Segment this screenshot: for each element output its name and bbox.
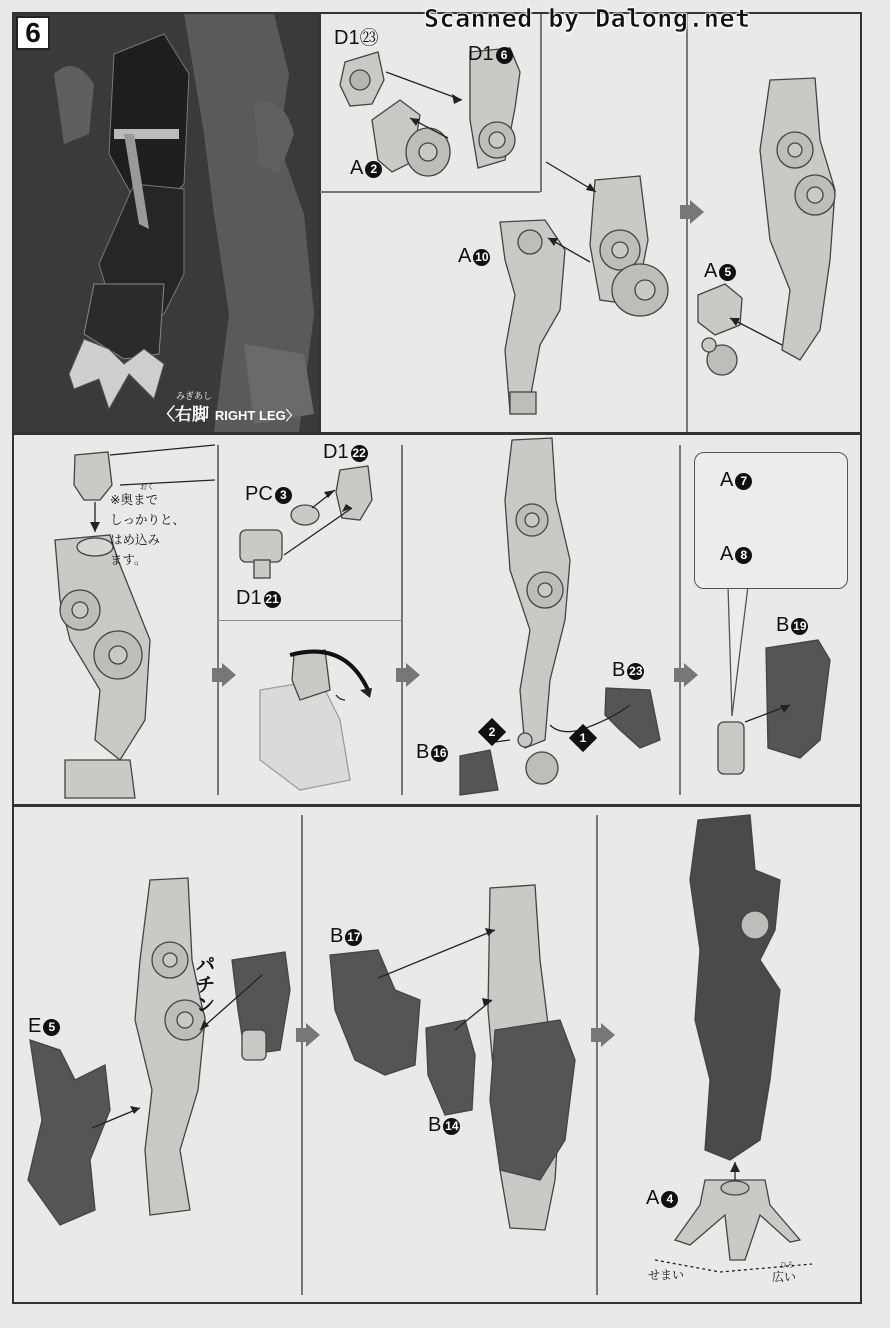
part-label-d1-21: D1 21 [236, 587, 279, 609]
part-label-a-4: A 4 [646, 1188, 678, 1208]
part-label-a-5: A 5 [704, 261, 736, 281]
stance-narrow: せまい [648, 1268, 685, 1282]
note-ruby: おく [140, 483, 154, 491]
stance-wide: 広い [772, 1270, 797, 1284]
flow-arrow-r1 [690, 200, 704, 224]
part-label-b-16: B 16 [416, 741, 447, 763]
part-label-b-23: B 23 [612, 659, 643, 681]
flow-arrow-r2a [222, 663, 236, 687]
order-marker-2: 2 [478, 718, 506, 746]
leg-label-jp: 〈右脚 [158, 405, 209, 425]
part-label-b-14: B 14 [428, 1114, 459, 1136]
part-label-a-2: A 2 [350, 158, 382, 178]
part-label-d1-22: D1 22 [323, 441, 366, 463]
flow-arrow-r3b [601, 1023, 615, 1047]
part-label-b-19: B 19 [776, 614, 807, 636]
flow-arrow-r2b [406, 663, 420, 687]
flow-arrow-r2c [684, 663, 698, 687]
part-label-a-10: A 10 [458, 245, 489, 267]
stance-wide-ruby: ひろ [780, 1261, 794, 1269]
leg-label-en: RIGHT LEG〉 [214, 408, 299, 423]
part-label-b-17: B 17 [330, 925, 361, 947]
watermark: Scanned by Dalong.net [424, 4, 751, 33]
part-label-pc-3: PC 3 [245, 484, 292, 504]
order-marker-1: 1 [569, 724, 597, 752]
part-label-e-5: E 5 [28, 1016, 60, 1036]
leg-label-ruby: みぎあし [176, 391, 213, 401]
flow-arrow-r3a [306, 1023, 320, 1047]
part-label-d1-23: D1㉓ [334, 27, 379, 49]
step-number: 6 [16, 16, 50, 50]
part-label-d1-6: D1 6 [468, 44, 513, 64]
part-label-a-8: A 8 [720, 544, 752, 564]
part-label-a-7: A 7 [720, 470, 752, 490]
snap-sound: パチン [196, 954, 216, 1016]
subassembly-bubble [694, 452, 848, 589]
insert-note: ※奥まで しっかりと、 はめ込み ます。 [110, 492, 186, 567]
